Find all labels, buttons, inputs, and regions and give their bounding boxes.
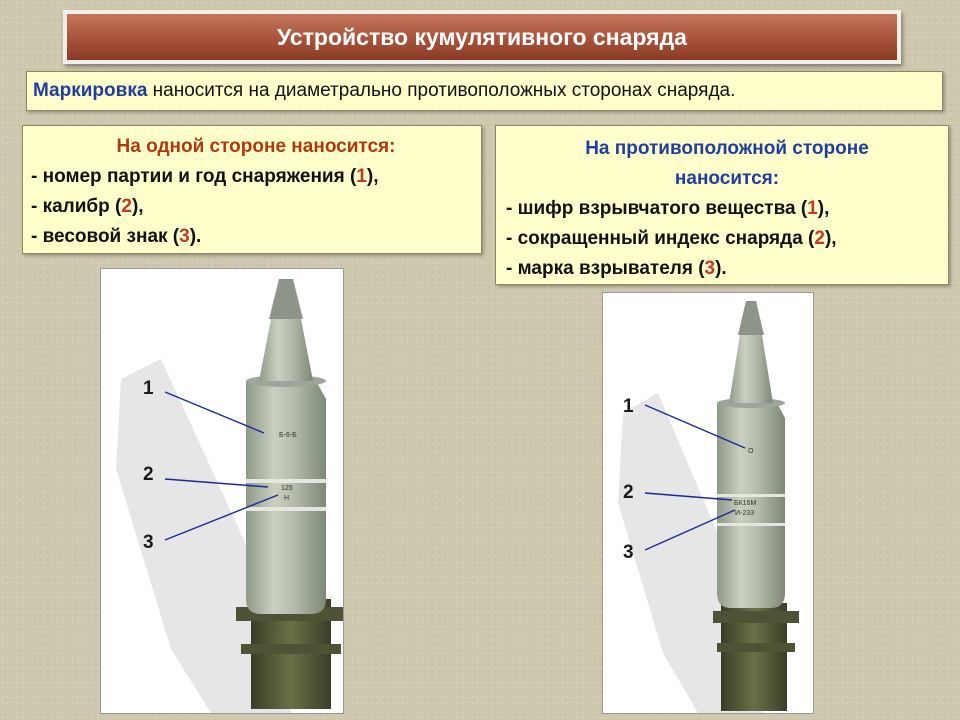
marking-description-box bbox=[26, 71, 943, 111]
left-item-1: - номер партии и год снаряжения (1), bbox=[31, 166, 379, 187]
title-frame bbox=[63, 10, 901, 64]
left-side-box bbox=[22, 125, 482, 254]
right-side-heading-2: наносится: bbox=[674, 168, 780, 189]
callout-2-right: 2 bbox=[623, 482, 634, 503]
right-side-heading-1: На противоположной стороне bbox=[585, 138, 869, 159]
shell-cone bbox=[729, 335, 773, 403]
shell-drawing-1 bbox=[101, 269, 343, 713]
marking-keyword: Маркировка bbox=[33, 80, 148, 101]
marking-2: 125 bbox=[281, 485, 293, 492]
band-1 bbox=[717, 494, 785, 497]
fuse-tip bbox=[269, 279, 303, 319]
band-2 bbox=[246, 507, 326, 511]
callout-1-right: 1 bbox=[623, 396, 634, 417]
marking-1: Б-6-Б bbox=[279, 432, 297, 439]
band-1 bbox=[246, 479, 326, 483]
left-item-2: - калибр (2), bbox=[31, 196, 144, 217]
left-item-3: - весовой знак (3). bbox=[31, 226, 202, 247]
callout-3-left: 3 bbox=[143, 532, 154, 553]
callout-2-left: 2 bbox=[143, 464, 154, 485]
right-side-box bbox=[495, 125, 949, 285]
fuse-tip bbox=[738, 301, 764, 335]
right-item-3: - марка взрывателя (3). bbox=[506, 258, 727, 279]
shell-image-side-2 bbox=[602, 292, 814, 714]
marking-text: наносится на диаметрально противоположных сторонах снаряда. bbox=[147, 80, 736, 101]
right-item-2: - сокращенный индекс снаряда (2), bbox=[506, 228, 837, 249]
left-side-heading: На одной стороне наносится: bbox=[116, 136, 396, 157]
shell-drawing-2 bbox=[603, 293, 813, 713]
marking-3: И-233 bbox=[735, 510, 755, 517]
shell-image-side-1 bbox=[100, 268, 344, 714]
marking-2: БК16М bbox=[734, 500, 757, 507]
shell-cone bbox=[259, 319, 313, 381]
callout-1-left: 1 bbox=[143, 378, 154, 399]
marking-3: Н bbox=[284, 495, 290, 502]
callout-3-right: 3 bbox=[623, 542, 634, 563]
right-item-1: - шифр взрывчатого вещества (1), bbox=[506, 198, 830, 219]
marking-1: О bbox=[748, 448, 754, 455]
band-2 bbox=[717, 523, 785, 526]
slide-title: Устройство кумулятивного снаряда bbox=[67, 14, 897, 60]
